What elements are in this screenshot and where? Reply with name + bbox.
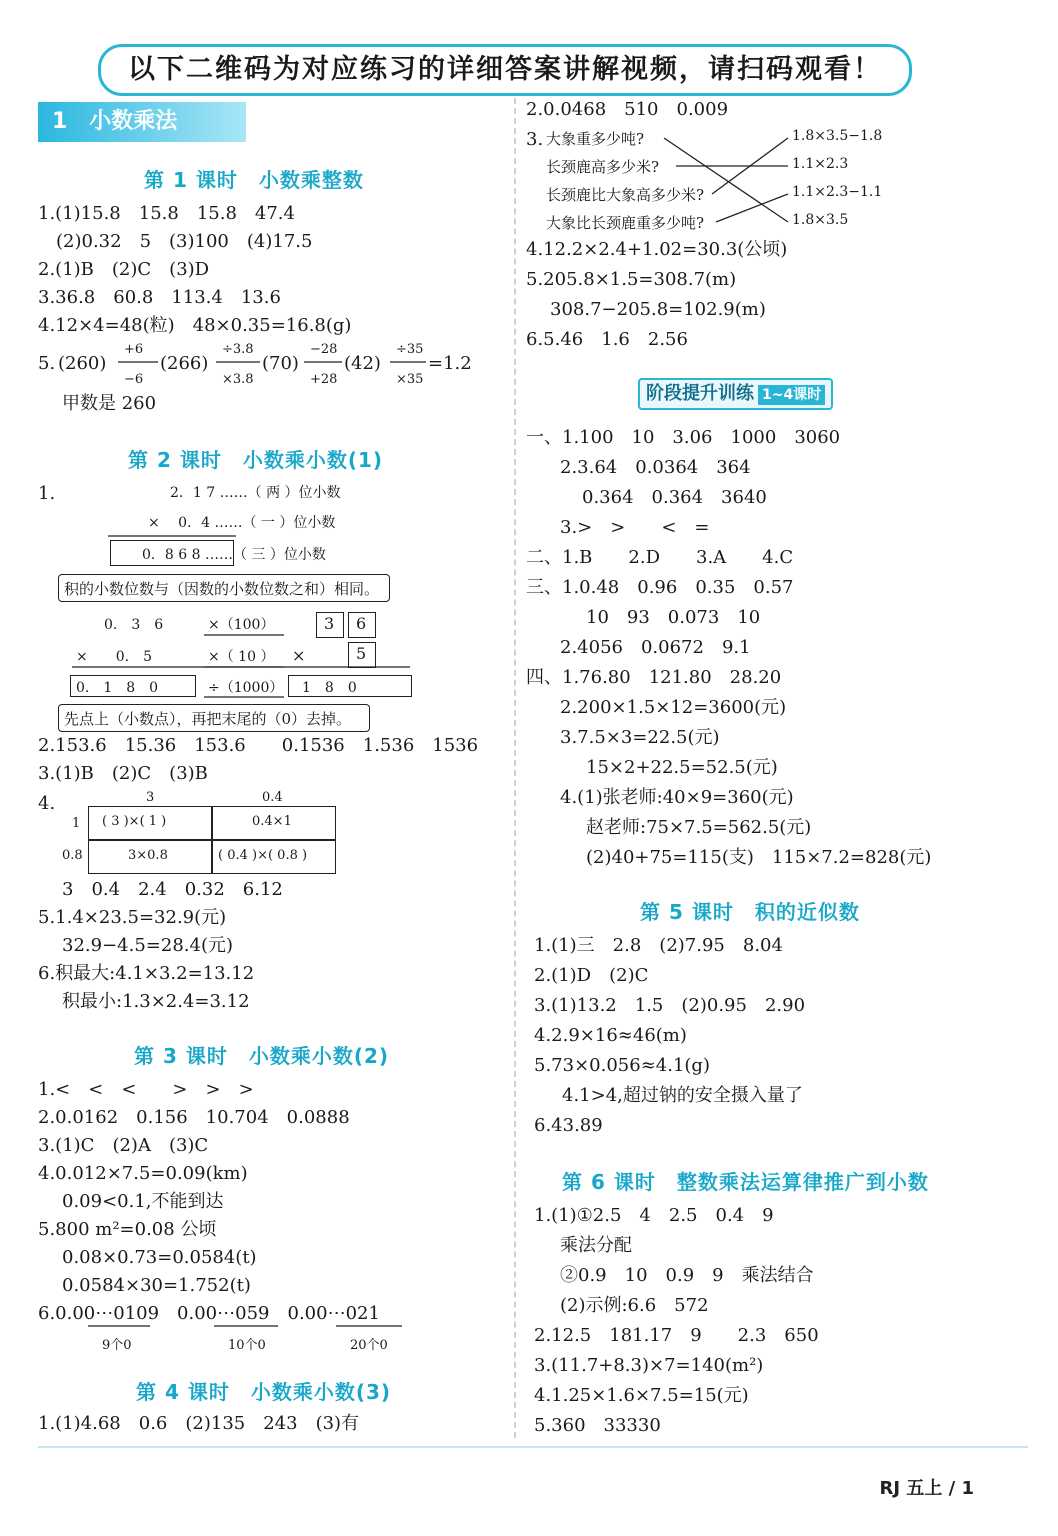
chain-op: +28 — [310, 372, 338, 387]
answer-line: 4.0.012×7.5=0.09(km) — [38, 1163, 248, 1184]
answer-line: 5.1.4×23.5=32.9(元) — [38, 907, 227, 928]
answer-line: 4.12×4=48(粒) 48×0.35=16.8(g) — [38, 315, 352, 336]
digit: 6 — [356, 614, 367, 633]
chain-op: ×35 — [396, 372, 424, 387]
answer-line: 0.09<0.1,不能到达 — [62, 1191, 224, 1212]
answer-line: 2.12.5 181.17 9 2.3 650 — [534, 1325, 819, 1346]
grid-answer: 3 0.4 2.4 0.32 6.12 — [62, 879, 283, 900]
transform-label: ÷（1000） — [208, 680, 284, 696]
answer-line: 5.205.8×1.5=308.7(m) — [526, 269, 737, 290]
answer-line: 4.1.25×1.6×7.5=15(元) — [534, 1385, 749, 1406]
match-left-item: 大象比长颈鹿重多少吨? — [546, 214, 705, 232]
section-title-1: 第 1 课时 小数乘整数 — [144, 168, 364, 192]
answer-line: 0.08×0.73=0.0584(t) — [62, 1247, 257, 1268]
chain-op: ÷3.8 — [222, 342, 254, 357]
answer-line: 32.9−4.5=28.4(元) — [62, 935, 233, 956]
answer-line: 15×2+22.5=52.5(元) — [586, 757, 778, 778]
answer-line: 6.5.46 1.6 2.56 — [526, 329, 688, 350]
answer-line: 2.(1)D (2)C — [534, 965, 649, 986]
times-sign: × — [292, 646, 306, 665]
section-title-4: 第 4 课时 小数乘小数(3) — [136, 1380, 392, 1404]
answer-line: (2)示例:6.6 572 — [560, 1295, 709, 1316]
grid-col-label: 3 — [146, 790, 155, 805]
chapter-title: 1 小数乘法 — [38, 102, 246, 142]
answer-line: (2)0.32 5 (3)100 (4)17.5 — [38, 231, 313, 252]
answer-line: 4.1>4,超过钠的安全摄入量了 — [562, 1085, 803, 1106]
grid-cell-text: 3×0.8 — [128, 848, 168, 863]
section-title-2: 第 2 课时 小数乘小数(1) — [128, 448, 384, 472]
answer-line: 1.(1)15.8 15.8 15.8 47.4 — [38, 203, 295, 224]
answer-line: 1.(1)三 2.8 (2)7.95 8.04 — [534, 935, 783, 956]
calc-row: 0．8 6 8 ……（ 三 ）位小数 — [142, 547, 326, 563]
grid-row-label: 0.8 — [62, 848, 83, 863]
chain-op: ×3.8 — [222, 372, 254, 387]
answer-line: 308.7−205.8=102.9(m) — [550, 299, 766, 320]
answer-line: 4.12.2×2.4+1.02=30.3(公顷) — [526, 239, 788, 260]
question-num: 1. — [38, 483, 56, 504]
chain-op: −28 — [310, 342, 338, 357]
grid-col-label: 0.4 — [262, 790, 283, 805]
answer-line: 4.(1)张老师:40×9=360(元) — [560, 787, 794, 808]
answer-line: 6.0.00⋯0109 0.00⋯059 0.00⋯021 — [38, 1303, 380, 1324]
digit: 3 — [324, 614, 335, 633]
question-num: 4. — [38, 793, 56, 814]
answer-line: 5.800 m²=0.08 公顷 — [38, 1219, 217, 1240]
calc-row: × 0．4 ……（ 一 ）位小数 — [148, 515, 336, 531]
chain-value: (260) — [58, 353, 107, 374]
answer-line: 3.(1)C (2)A (3)C — [38, 1135, 209, 1156]
grid-cell-text: ( 0.4 )×( 0.8 ) — [218, 848, 308, 863]
answer-line: 2.4056 0.0672 9.1 — [560, 637, 751, 658]
chain-op: ÷35 — [396, 342, 424, 357]
match-right-item: 1.8×3.5 — [792, 212, 849, 228]
match-right-item: 1.8×3.5−1.8 — [792, 128, 883, 144]
transform-label: ×（ 10 ） — [208, 649, 275, 665]
transform-label: ×（100） — [208, 617, 275, 633]
answer-line: 3.36.8 60.8 113.4 13.6 — [38, 287, 281, 308]
calc-row: 1 8 0 — [302, 680, 357, 696]
match-left-item: 长颈鹿比大象高多少米? — [546, 186, 705, 204]
calc-row: 0. 3 6 — [104, 617, 164, 633]
calc-row: 0. 1 8 0 — [76, 680, 159, 696]
answer-line: 4.2.9×16≈46(m) — [534, 1025, 687, 1046]
chain-op: +6 — [124, 342, 144, 357]
answer-line: 0.364 0.364 3640 — [582, 487, 767, 508]
answer-line: 二、1.B 2.D 3.A 4.C — [526, 547, 794, 568]
chain-value: (70) — [262, 353, 299, 374]
chain-conclusion: 甲数是 260 — [62, 393, 157, 414]
rule-note-text: 先点上（小数点），再把末尾的（0）去掉。 — [64, 710, 352, 728]
answer-line: (2)40+75=115(支) 115×7.2=828(元) — [586, 847, 932, 868]
grid-cell-text: ( 3 )×( 1 ) — [102, 814, 167, 829]
answer-line: ②0.9 10 0.9 9 乘法结合 — [560, 1265, 814, 1286]
answer-line: 10 93 0.073 10 — [586, 607, 761, 628]
answer-line: 3.(1)13.2 1.5 (2)0.95 2.90 — [534, 995, 806, 1016]
zero-count: 9个0 — [102, 1338, 132, 1353]
section-title-5: 第 5 课时 积的近似数 — [640, 900, 860, 924]
chain-op: −6 — [124, 372, 144, 387]
match-right-item: 1.1×2.3−1.1 — [792, 184, 883, 200]
answer-line: 2.(1)B (2)C (3)D — [38, 259, 210, 280]
answer-line: 5.73×0.056≈4.1(g) — [534, 1055, 710, 1076]
grid-cell-text: 0.4×1 — [252, 814, 292, 829]
footer-rule — [38, 1446, 1028, 1448]
section-title-3: 第 3 课时 小数乘小数(2) — [134, 1044, 390, 1068]
answer-line: 0.0584×30=1.752(t) — [62, 1275, 251, 1296]
answer-line: 1.< < < > > > — [38, 1079, 254, 1100]
zero-count: 10个0 — [228, 1338, 266, 1353]
video-banner: 以下二维码为对应练习的详细答案讲解视频，请扫码观看！ — [98, 44, 912, 96]
answer-line: 一、1.100 10 3.06 1000 3060 — [526, 427, 841, 448]
digit: 5 — [356, 644, 367, 663]
answer-line: 2.0.0162 0.156 10.704 0.0888 — [38, 1107, 350, 1128]
answer-line: 三、1.0.48 0.96 0.35 0.57 — [526, 577, 794, 598]
match-left-item: 大象重多少吨? — [546, 130, 645, 148]
grid-row-label: 1 — [72, 816, 81, 831]
answer-line: 2.0.0468 510 0.009 — [526, 99, 729, 120]
match-lines — [0, 0, 1058, 240]
rule-note-text: 积的小数位数与（因数的小数位数之和）相同。 — [64, 580, 380, 598]
zero-count: 20个0 — [350, 1338, 388, 1353]
match-left-item: 长颈鹿高多少米? — [546, 158, 660, 176]
calc-row: × 0. 5 — [76, 649, 152, 665]
answer-line: 乘法分配 — [560, 1235, 632, 1256]
answer-line: 积最小:1.3×2.4=3.12 — [62, 991, 250, 1012]
answer-line: 5.360 33330 — [534, 1415, 661, 1436]
question-num: 3. — [526, 129, 544, 150]
answer-line: 3.> > < = — [560, 517, 710, 538]
answer-line: 6.积最大:4.1×3.2=13.12 — [38, 963, 255, 984]
answer-line: 6.43.89 — [534, 1115, 603, 1136]
answer-line: 赵老师:75×7.5=562.5(元) — [586, 817, 812, 838]
stage-label: 阶段提升训练 — [646, 383, 754, 404]
column-divider — [514, 98, 516, 1438]
answer-line: 2.3.64 0.0364 364 — [560, 457, 751, 478]
calc-row: 2．1 7 ……（ 两 ）位小数 — [170, 485, 341, 501]
page-footer: RJ 五上 / 1 — [879, 1478, 974, 1499]
chain-value: (42) — [344, 353, 381, 374]
answer-line: 1.(1)4.68 0.6 (2)135 243 (3)有 — [38, 1413, 360, 1434]
answer-line: 3.(1)B (2)C (3)B — [38, 763, 208, 784]
answer-line: 3.(11.7+8.3)×7=140(m²) — [534, 1355, 764, 1376]
answer-line: 2.153.6 15.36 153.6 0.1536 1.536 1536 — [38, 735, 479, 756]
answer-line: 四、1.76.80 121.80 28.20 — [526, 667, 782, 688]
answer-line: 2.200×1.5×12=3600(元) — [560, 697, 787, 718]
match-right-item: 1.1×2.3 — [792, 156, 849, 172]
stage-training-badge — [638, 378, 833, 410]
chain-num: 5. — [38, 353, 56, 374]
answer-line: 3.7.5×3=22.5(元) — [560, 727, 720, 748]
section-title-6: 第 6 课时 整数乘法运算律推广到小数 — [562, 1170, 929, 1194]
chain-value: (266) — [160, 353, 209, 374]
answer-line: 1.(1)①2.5 4 2.5 0.4 9 — [534, 1205, 774, 1226]
stage-tag: 1~4课时 — [758, 385, 825, 405]
chain-value: =1.2 — [428, 353, 472, 374]
